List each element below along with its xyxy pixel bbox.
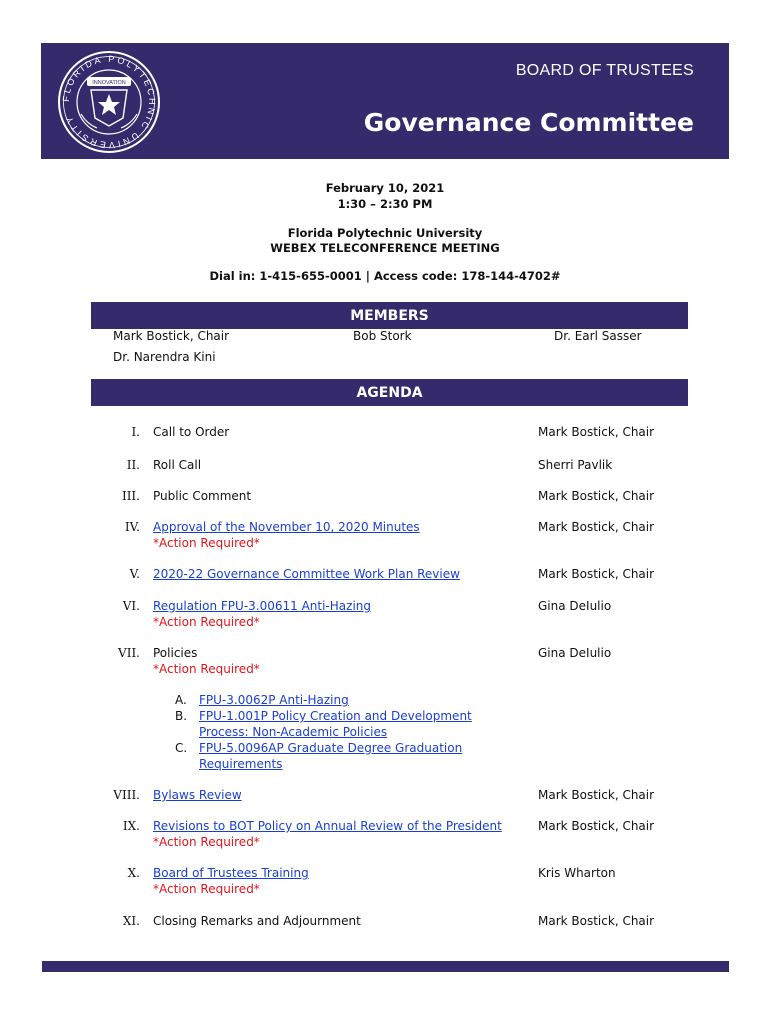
action-required-note: *Action Required*	[153, 536, 260, 550]
sub-list-item	[175, 740, 472, 772]
policies-sub-list	[175, 692, 472, 772]
agenda-item-presenter: Mark Bostick, Chair	[538, 914, 655, 928]
agenda-item-title: Roll Call	[153, 458, 202, 472]
action-required-note: *Action Required*	[153, 615, 260, 629]
agenda-item-number: VIII.	[113, 788, 140, 802]
member-name: Bob Stork	[353, 329, 412, 343]
action-required-note: *Action Required*	[153, 662, 260, 676]
meeting-date: February 10, 2021	[325, 181, 445, 195]
committee-title: Governance Committee	[363, 108, 694, 137]
bylaws-review-link[interactable]: Bylaws Review	[153, 788, 242, 802]
agenda-item-title: Call to Order	[153, 425, 230, 439]
svg-text:INNOVATION: INNOVATION	[92, 80, 126, 86]
anti-hazing-policy-link[interactable]: FPU-3.0062P Anti-Hazing	[199, 693, 349, 707]
agenda-item-presenter: Mark Bostick, Chair	[538, 425, 655, 439]
action-required-note: *Action Required*	[153, 835, 260, 849]
agenda-item-presenter: Mark Bostick, Chair	[538, 819, 655, 833]
meeting-type: WEBEX TELECONFERENCE MEETING	[270, 241, 500, 255]
graduation-requirements-link-continued[interactable]: Requirements	[199, 757, 283, 771]
header-banner	[41, 43, 729, 159]
sub-item-letter: A.	[175, 693, 187, 707]
agenda-item-number: IX.	[122, 819, 140, 833]
agenda-item-presenter: Mark Bostick, Chair	[538, 489, 655, 503]
sub-item-letter: C.	[175, 741, 188, 755]
policy-creation-link[interactable]: FPU-1.001P Policy Creation and Development	[199, 709, 472, 723]
work-plan-review-link[interactable]: 2020-22 Governance Committee Work Plan Review	[153, 567, 460, 581]
agenda-item-number: X.	[127, 866, 140, 880]
agenda-item-number: VI.	[122, 599, 140, 613]
agenda-item-presenter: Mark Bostick, Chair	[538, 788, 655, 802]
minutes-approval-link[interactable]: Approval of the November 10, 2020 Minutes	[153, 520, 420, 534]
president-review-policy-link[interactable]: Revisions to BOT Policy on Annual Review of the President	[153, 819, 502, 833]
policy-creation-link-continued[interactable]: Process: Non-Academic Policies	[199, 725, 388, 739]
sub-list-item	[175, 708, 472, 740]
trustees-training-link[interactable]: Board of Trustees Training	[153, 866, 309, 880]
agenda-item-number: VII.	[118, 646, 140, 660]
meeting-time: 1:30 – 2:30 PM	[337, 197, 433, 211]
sub-list-item	[175, 692, 472, 708]
agenda-item-presenter: Gina DeIulio	[538, 599, 612, 613]
dial-in-info: Dial in: 1-415-655-0001 | Access code: 178-144-4702#	[209, 269, 561, 283]
agenda-item-presenter: Gina DeIulio	[538, 646, 612, 660]
agenda-item-number: III.	[121, 489, 140, 503]
agenda-item-presenter: Sherri Pavlik	[538, 458, 613, 472]
agenda-item-number: V.	[129, 567, 140, 581]
agenda-item-number: IV.	[124, 520, 140, 534]
agenda-item-presenter: Mark Bostick, Chair	[538, 567, 655, 581]
agenda-item-number: XI.	[122, 914, 140, 928]
agenda-item-number: II.	[126, 458, 140, 472]
agenda-item-title: Closing Remarks and Adjournment	[153, 914, 361, 928]
agenda-item-presenter: Kris Wharton	[538, 866, 616, 880]
agenda-item-presenter: Mark Bostick, Chair	[538, 520, 655, 534]
svg-text:FLORIDA POLYTECHNIC UNIVERSITY: FLORIDA POLYTECHNIC UNIVERSITY	[60, 53, 158, 151]
agenda-item-title: Policies	[153, 646, 198, 660]
member-name: Dr. Narendra Kini	[113, 350, 216, 364]
anti-hazing-regulation-link[interactable]: Regulation FPU-3.00611 Anti-Hazing	[153, 599, 371, 613]
member-name: Mark Bostick, Chair	[113, 329, 230, 343]
agenda-item-number: I.	[131, 425, 140, 439]
members-section-header: MEMBERS	[91, 302, 688, 329]
agenda-item-title: Public Comment	[153, 489, 252, 503]
university-seal-logo	[57, 50, 161, 154]
footer-bar	[42, 961, 729, 972]
member-name: Dr. Earl Sasser	[554, 329, 642, 343]
agenda-section-header: AGENDA	[91, 379, 688, 406]
action-required-note: *Action Required*	[153, 882, 260, 896]
board-of-trustees-label: BOARD OF TRUSTEES	[515, 62, 694, 79]
sub-item-letter: B.	[175, 709, 188, 723]
university-name: Florida Polytechnic University	[287, 226, 483, 240]
graduation-requirements-link[interactable]: FPU-5.0096AP Graduate Degree Graduation	[199, 741, 463, 755]
